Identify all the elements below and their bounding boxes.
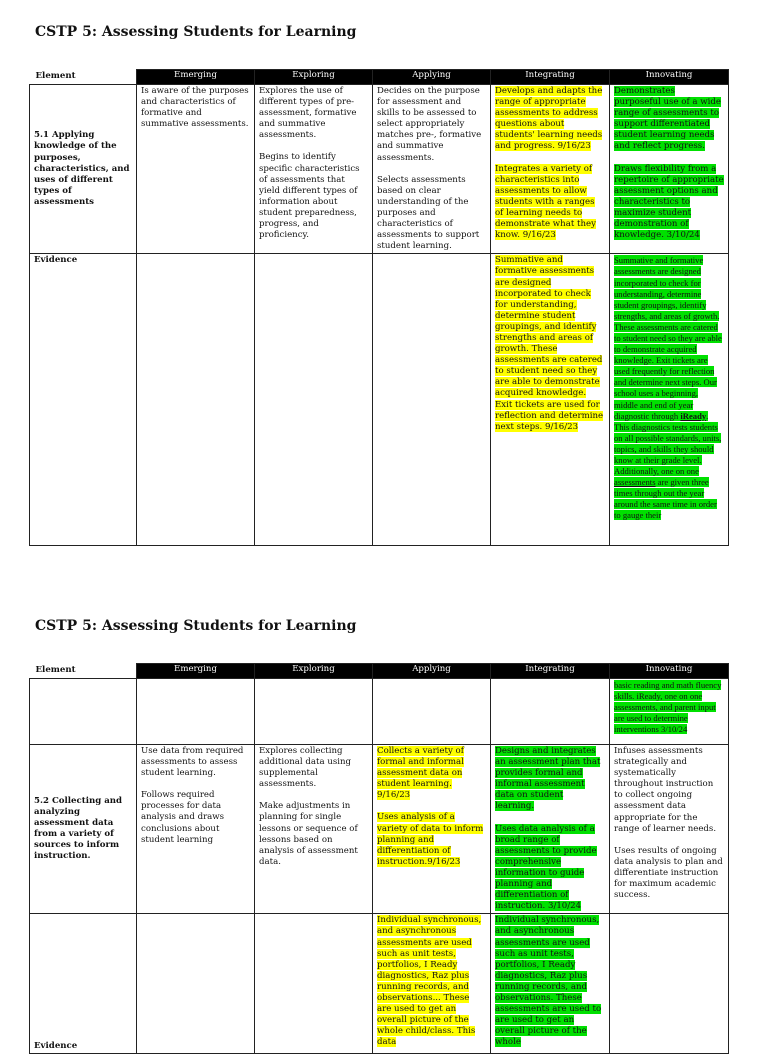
level-innovating: Innovating [610, 664, 729, 679]
cell-5-2-emerging [137, 745, 255, 914]
level-applying: Applying [373, 664, 491, 679]
continuation-element [30, 679, 137, 745]
descriptor-text: Is aware of the purposes and characteristics of formative and summative assessments. [141, 86, 249, 130]
descriptor-text: Make adjustments in planning for single lessons or sequence of lessons based on analysis of assessment data. [259, 801, 358, 867]
highlighted-text: Integrates a variety of characteristics into assessments to allow students with a ranges of learning needs to demonstrate what they know. 9/16/23 [495, 163, 596, 241]
element-header: Element [30, 70, 137, 85]
level-exploring: Exploring [255, 70, 373, 85]
evidence-label: Evidence [30, 254, 137, 546]
continuation-emerging [137, 679, 255, 745]
cell-5-2-integrating [491, 745, 610, 914]
evidence-innovating [610, 914, 729, 1054]
evidence-integrating [491, 254, 610, 546]
cell-5-1-exploring [255, 85, 373, 254]
evidence-exploring [255, 914, 373, 1054]
level-emerging: Emerging [137, 664, 255, 679]
header-row [30, 70, 729, 85]
continuation-applying [373, 679, 491, 745]
level-applying: Applying [373, 70, 491, 85]
evidence-exploring [255, 254, 373, 546]
cell-5-2-exploring [255, 745, 373, 914]
descriptor-text: Uses results of ongoing data analysis to plan and differentiate instruction for maximum academic success. [614, 845, 723, 901]
highlighted-text: Demonstrates purposeful use of a wide range of assessments to support differentiated student learning needs and reflect progress. [614, 86, 721, 152]
rubric-table [29, 663, 729, 1054]
highlighted-text: basic reading and math fluency skills. iReady, one on one assessments, and parent input are used to determine interventions 3/10/24 [614, 680, 722, 735]
highlighted-text: Summative and formative assessments are designed incorporated to check for understanding, determine student groupings, identify strengths, and areas of growth. These assessments are catered to student need so they are able to demonstrate acquired knowledge. Exit tickets are used frequently for reflection and determine next steps. Our school uses a beginning, middle and end of year diagnostic through iReady. This diagnostics tests students on all possible standards, units, topics, and skills they should know at their grade level. Additionally, one on one assessments are given three times through out the year around the same time in order to gauge their [614, 255, 722, 521]
continuation-exploring [255, 679, 373, 745]
page-title: CSTP 5: Assessing Students for Learning [35, 24, 357, 40]
highlighted-text: Designs and integrates an assessment plan that provides formal and informal assessment data on student learning. [495, 746, 601, 812]
row-5-2-evidence [30, 914, 729, 1054]
header-row [30, 664, 729, 679]
evidence-emerging [137, 254, 255, 546]
highlighted-text: Draws flexibility from a repertoire of appropriate assessment options and characteristics to maximize student demonstration of knowledge. 3/10/24 [614, 163, 724, 241]
element-5-1-label: 5.1 Applying knowledge of the purposes, characteristics, and uses of different types of assessments [30, 85, 137, 254]
level-innovating: Innovating [610, 70, 729, 85]
element-5-2-label: 5.2 Collecting and analyzing assessment data from a variety of sources to inform instruction. [30, 745, 137, 914]
descriptor-text: Explores collecting additional data using supplemental assessments. [259, 746, 352, 790]
descriptor-text: Begins to identify specific characteristics of assessments that yield different types of information about student preparedness, progress, and proficiency. [259, 152, 360, 241]
cell-5-2-innovating [610, 745, 729, 914]
level-emerging: Emerging [137, 70, 255, 85]
cell-5-2-applying [373, 745, 491, 914]
highlighted-text: Summative and formative assessments are designed incorporated to check for understanding, determine student groupings, and identify strengths and areas of growth. These assessments are catered to student need so they are able to demonstrate acquired knowledge. Exit tickets are used for reflection and determine next steps. 9/16/23 [495, 255, 604, 432]
evidence-integrating [491, 914, 610, 1054]
descriptor-text: Decides on the purpose for assessment and skills to be assessed to select appropriately matches pre-, formative and summative assessments. [377, 86, 482, 163]
highlighted-text: Uses analysis of a variety of data to inform planning and differentiation of instruction.9/16/23 [377, 812, 484, 867]
cell-5-1-integrating [491, 85, 610, 254]
descriptor-text: Use data from required assessments to assess student learning. [141, 746, 244, 779]
highlighted-text: Collects a variety of formal and informal assessment data on student learning. 9/16/23 [377, 746, 464, 801]
evidence-emerging [137, 914, 255, 1054]
descriptor-text: Follows required processes for data analysis and draws conclusions about student learning [141, 790, 225, 845]
evidence-innovating [610, 254, 729, 546]
continuation-integrating [491, 679, 610, 745]
highlighted-text: Individual synchronous, and asynchronous assessments are used such as unit tests, portfolios, I Ready diagnostics, Raz plus running records, and observations... These are used to get an overall picture of the whole child/class. This data [377, 915, 482, 1048]
evidence-applying [373, 254, 491, 546]
level-integrating: Integrating [491, 664, 610, 679]
cell-5-1-innovating [610, 85, 729, 254]
descriptor-text: Selects assessments based on clear understanding of the purposes and characteristics of assessments to support student learning. [377, 174, 480, 252]
level-integrating: Integrating [491, 70, 610, 85]
row-5-1-evidence [30, 254, 729, 546]
continuation-innovating [610, 679, 729, 745]
evidence-applying [373, 914, 491, 1054]
page-title: CSTP 5: Assessing Students for Learning [35, 618, 357, 634]
row-continuation [30, 679, 729, 745]
highlighted-text: Individual synchronous, and asynchronous assessments are used such as unit tests, portfolios, I Ready diagnostics, Raz plus running records, and observations. These assessments are used to are used to get an overall picture of the whole [495, 915, 602, 1048]
cell-5-1-applying [373, 85, 491, 254]
highlighted-text: Develops and adapts the range of appropriate assessments to address questions about students' learning needs and progress. 9/16/23 [495, 86, 603, 152]
cell-5-1-emerging [137, 85, 255, 254]
row-5-1 [30, 85, 729, 254]
descriptor-text: Explores the use of different types of pre-assessment, formative and summative assessments. [259, 86, 357, 141]
descriptor-text: Infuses assessments strategically and systematically throughout instruction to collect ongoing assessment data appropriate for the range of learner needs. [614, 746, 717, 834]
rubric-table [29, 69, 729, 546]
level-exploring: Exploring [255, 664, 373, 679]
evidence-label: Evidence [30, 914, 137, 1054]
highlighted-text: Uses data analysis of a broad range of assessments to provide comprehensive information to guide planning and differentiation of instruction. 3/10/24 [495, 823, 597, 912]
row-5-2 [30, 745, 729, 914]
element-header: Element [30, 664, 137, 679]
